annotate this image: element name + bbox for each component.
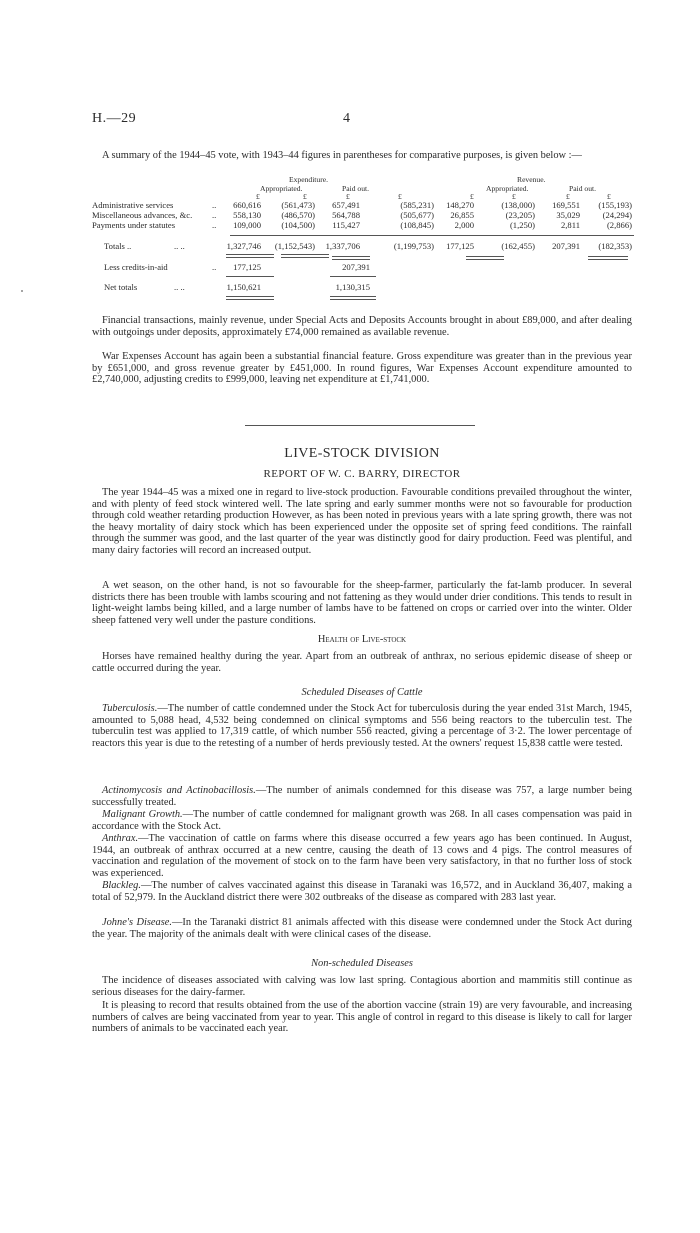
cell: (24,294): [602, 210, 632, 220]
currency-mark: £: [566, 192, 570, 201]
cell: 148,270: [446, 200, 474, 210]
wet-season-paragraph: A wet season, on the other hand, is not so favourable for the sheep-farmer, particularly the fat-lamb producer. In several districts there has been trouble with lambs scouring and not fattening as they would under drier conditions. This tends to result in light-weight lambs being killed, and a large number of lambs have to be fattened on crops or carried over into the winter. Older sheep fattened very well under the pasture conditions.: [92, 580, 632, 626]
total-cell: 177,125: [446, 241, 474, 251]
cell: 564,788: [332, 210, 360, 220]
net-cell: 1,130,315: [335, 282, 370, 292]
anthrax-paragraph: Anthrax.—The vaccination of cattle on farms where this disease occurred a few years ago has been continued. In August, 1944, an outbreak of anthrax occurred at a new centre, causing the death of 13 cows and 4 pigs. The control measures of vaccination and regulation of the movement of stock on to the farm have been very satisfactory, in that no further loss of stock was experienced.: [92, 833, 632, 879]
currency-mark: £: [470, 192, 474, 201]
cell: 2,000: [454, 220, 474, 230]
cell: (23,205): [505, 210, 535, 220]
division-title: LIVE-STOCK DIVISION: [284, 446, 440, 461]
actinomycosis-term: Actinomycosis and Actinobacillosis.: [102, 785, 256, 796]
net-totals-label: Net totals: [104, 282, 138, 292]
report-title: REPORT OF W. C. BARRY, DIRECTOR: [263, 468, 461, 480]
non-scheduled-heading: Non-scheduled Diseases: [311, 958, 413, 969]
cell: (505,677): [400, 210, 434, 220]
cell: 657,491: [332, 200, 360, 210]
leader-dots: .. ..: [174, 241, 185, 251]
total-cell: (1,152,543): [274, 241, 315, 251]
leader-dots: .. ..: [174, 282, 185, 292]
cell: (1,250): [509, 220, 535, 230]
currency-mark: £: [398, 192, 402, 201]
cell: (155,193): [598, 200, 632, 210]
currency-mark: £: [607, 192, 611, 201]
table-row-label: Administrative services: [92, 200, 174, 210]
cell: 558,130: [233, 210, 261, 220]
malignant-growth-paragraph: Malignant Growth.—The number of cattle condemned for malignant growth was 268. In all cases compensation was paid in accordance with the Stock Act.: [92, 809, 632, 832]
scheduled-diseases-heading: Scheduled Diseases of Cattle: [301, 687, 423, 698]
financial-transactions-paragraph: Financial transactions, mainly revenue, under Special Acts and Deposits Accounts brought in about £89,000, and after dealing with outgoings under deposits, approximately £74,000 remained as available revenue.: [92, 315, 632, 338]
table-rule: [330, 276, 376, 277]
tuberculosis-term: Tuberculosis.: [102, 703, 158, 714]
cell: (104,500): [281, 220, 315, 230]
calving-paragraph: The incidence of diseases associated with calving was low last spring. Contagious abortion and mammitis still continue as serious diseases for the dairy-farmer.: [92, 975, 632, 998]
cell: (2,866): [606, 220, 632, 230]
leader-dots: ..: [212, 262, 217, 272]
net-cell: 1,150,621: [226, 282, 261, 292]
blackleg-paragraph: Blackleg.—The number of calves vaccinated against this disease in Taranaki was 16,572, and in Auckland 36,407, making a total of 52,979. In the Auckland district there were 302 outbreaks of the disease as compared with 283 last year.: [92, 880, 632, 903]
cell: 35,029: [556, 210, 580, 220]
cell: (138,000): [501, 200, 535, 210]
totals-label: Totals ..: [104, 241, 132, 251]
table-rule: [226, 276, 274, 277]
double-rule: [226, 296, 274, 300]
blackleg-term: Blackleg.: [102, 880, 141, 891]
scan-speck: [21, 290, 23, 292]
tuberculosis-paragraph: Tuberculosis.—The number of cattle condemned under the Stock Act for tuberculosis during the year ended 31st March, 1945, amounted to 5,088 head, 4,532 being condemned on clinical symptoms and 556 being reactors to the tuberculin test. The tuberculin test was applied to 17,319 cattle, of which number 556 reacted, giving a percentage of 3·2. The lower percentage of reactors this year is due to the retesting of a number of herds previously tested. At the owners' request 15,838 cattle were tested.: [92, 703, 632, 749]
table-row-label: Payments under statutes: [92, 220, 176, 230]
col-rev-paid-out: Paid out.: [569, 184, 597, 193]
total-cell: (162,455): [501, 241, 535, 251]
double-rule: [466, 256, 504, 260]
col-exp-appropriated: Appropriated.: [260, 184, 303, 193]
double-rule: [332, 256, 370, 260]
col-exp-paid-out: Paid out.: [342, 184, 370, 193]
year-review-paragraph: The year 1944–45 was a mixed one in regard to live-stock production. Favourable conditions prevailed throughout the winter, and with plenty of feed stock wintered well. The late spring and early summer months were not so favourable for production through cold weather retarding production However, as has been noted in previous years with a late spring growth, there was not the heavy mortality of dairy stock which has been experienced under the opposite set of spring feed conditions. The rainfall through the summer was good, and the last quarter of the year was distinctly good for dairy production. Feed was plentiful, and many dairy factories will record an increased output.: [92, 487, 632, 556]
less-cell: 177,125: [233, 262, 261, 272]
page-number: 4: [343, 111, 350, 126]
leader-dots: ..: [212, 200, 217, 210]
currency-mark: £: [346, 192, 350, 201]
double-rule: [226, 254, 274, 258]
cell: (486,570): [281, 210, 315, 220]
cell: 109,000: [233, 220, 261, 230]
total-cell: (1,199,753): [393, 241, 434, 251]
cell: (585,231): [400, 200, 434, 210]
leader-dots: ..: [212, 220, 217, 230]
group-expenditure: Expenditure.: [289, 175, 329, 184]
currency-mark: £: [256, 192, 260, 201]
total-cell: (182,353): [598, 241, 632, 251]
table-row-label: Miscellaneous advances, &c.: [92, 210, 193, 220]
horses-paragraph: Horses have remained healthy during the year. Apart from an outbreak of anthrax, no serious epidemic disease of sheep or cattle occurred during the year.: [92, 651, 632, 674]
anthrax-term: Anthrax.: [102, 833, 139, 844]
col-rev-appropriated: Appropriated.: [486, 184, 529, 193]
currency-mark: £: [512, 192, 516, 201]
total-cell: 1,337,706: [325, 241, 360, 251]
group-revenue: Revenue.: [517, 175, 546, 184]
document-reference: H.—29: [92, 111, 137, 126]
total-cell: 207,391: [552, 241, 580, 251]
double-rule: [281, 254, 329, 258]
war-expenses-paragraph: War Expenses Account has again been a substantial financial feature. Gross expenditure was greater than in the previous year by £651,000, and gross revenue greater by £451,000. In round figures, War Expenses Account expenditure amounted to £2,740,000, adjusting credits to £999,000, leaving net expenditure at £1,741,000.: [92, 351, 632, 386]
abortion-vaccine-paragraph: It is pleasing to record that results obtained from the use of the abortion vaccine (strain 19) are very favourable, and increasing numbers of calves are being vaccinated from year to year. This angle of control in regard to this disease is likely to call for larger numbers of animals to be vaccinated each year.: [92, 1000, 632, 1035]
table-rule: [230, 235, 634, 236]
johnes-disease-term: Johne's Disease.: [102, 917, 172, 928]
summary-intro: A summary of the 1944–45 vote, with 1943–44 figures in parentheses for comparative purposes, is given below :—: [102, 150, 582, 161]
currency-mark: £: [303, 192, 307, 201]
cell: (108,845): [400, 220, 434, 230]
section-divider: [245, 425, 475, 426]
less-credits-label: Less credits-in-aid: [104, 262, 168, 272]
double-rule: [588, 256, 628, 260]
cell: 2,811: [560, 220, 580, 230]
malignant-growth-term: Malignant Growth.: [102, 809, 183, 820]
double-rule: [330, 296, 376, 300]
cell: 115,427: [332, 220, 360, 230]
johnes-disease-paragraph: Johne's Disease.—In the Taranaki district 81 animals affected with this disease were condemned under the Stock Act during the year. The majority of the animals dealt with were clinical cases of the disease.: [92, 917, 632, 940]
less-cell: 207,391: [342, 262, 370, 272]
cell: (561,473): [281, 200, 315, 210]
leader-dots: ..: [212, 210, 217, 220]
cell: 26,855: [450, 210, 474, 220]
health-heading: Health of Live-stock: [317, 634, 407, 645]
total-cell: 1,327,746: [226, 241, 261, 251]
cell: 169,551: [552, 200, 580, 210]
actinomycosis-paragraph: Actinomycosis and Actinobacillosis.—The number of animals condemned for this disease was 757, a large number being successfully treated.: [92, 785, 632, 808]
cell: 660,616: [233, 200, 261, 210]
